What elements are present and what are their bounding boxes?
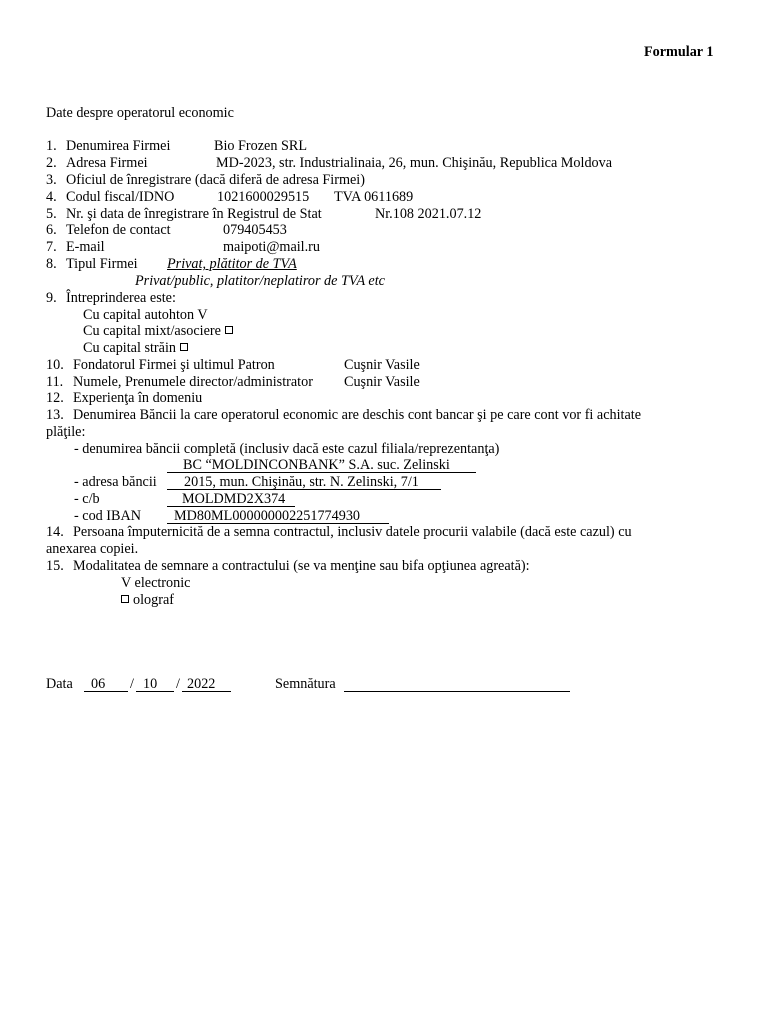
- date-year-underline: [182, 691, 231, 692]
- item-2-number: 2.: [46, 155, 57, 171]
- date-month: 10: [143, 676, 158, 692]
- vat-code-value: TVA 0611689: [334, 189, 414, 205]
- director-value: Cuşnir Vasile: [344, 374, 420, 390]
- intro-heading: Date despre operatorul economic: [46, 105, 234, 121]
- item-7-number: 7.: [46, 239, 57, 255]
- form-title: Formular 1: [644, 44, 714, 60]
- item-4-label: Codul fiscal/IDNO: [66, 189, 175, 205]
- item-14-line1: Persoana împuternicită de a semna contractul, inclusiv datele procurii valabile (dacă este cazul) cu: [73, 524, 632, 540]
- bank-full-name-underline: [167, 472, 476, 473]
- capital-mixed-checkbox[interactable]: [225, 326, 233, 334]
- item-1-label: Denumirea Firmei: [66, 138, 171, 154]
- capital-foreign-label: Cu capital străin: [83, 340, 176, 356]
- item-8-label: Tipul Firmei: [66, 256, 138, 272]
- capital-mixed-option[interactable]: [83, 323, 233, 340]
- bank-address-label: - adresa băncii: [74, 474, 157, 490]
- item-10-number: 10.: [46, 357, 64, 373]
- bank-address-value: 2015, mun. Chişinău, str. N. Zelinski, 7/1: [184, 474, 419, 490]
- signing-holograph-checkbox[interactable]: [121, 595, 129, 603]
- item-13-label-line1: Denumirea Băncii la care operatorul economic are deschis cont bancar şi pe care cont vor fi achitate: [73, 407, 642, 423]
- item-1-number: 1.: [46, 138, 57, 154]
- item-6-number: 6.: [46, 222, 57, 238]
- fiscal-code-value: 1021600029515: [217, 189, 310, 205]
- item-13-number: 13.: [46, 407, 64, 423]
- founder-value: Cuşnir Vasile: [344, 357, 420, 373]
- item-9-number: 9.: [46, 290, 57, 306]
- item-10-label: Fondatorul Firmei şi ultimul Patron: [73, 357, 275, 373]
- item-3-number: 3.: [46, 172, 57, 188]
- capital-mixed-label: Cu capital mixt/asociere: [83, 323, 221, 339]
- bank-code-label: - c/b: [74, 491, 100, 507]
- company-type-hint: Privat/public, platitor/neplatiror de TVA etc: [135, 273, 385, 289]
- capital-local-option: [83, 307, 208, 324]
- item-9-label: Întreprinderea este:: [66, 290, 176, 306]
- bank-code-value: MOLDMD2X374: [182, 491, 286, 507]
- registration-value: Nr.108 2021.07.12: [375, 206, 482, 222]
- item-7-label: E-mail: [66, 239, 105, 255]
- bank-code-underline: [167, 506, 295, 507]
- iban-value: MD80ML000000002251774930: [174, 508, 361, 524]
- signing-electronic-option: V electronic: [121, 575, 191, 591]
- date-label: Data: [46, 676, 73, 692]
- date-day: 06: [91, 676, 106, 692]
- date-month-underline: [136, 691, 174, 692]
- phone-value: 079405453: [223, 222, 287, 238]
- date-separator-1: /: [130, 676, 134, 692]
- signature-label: Semnătura: [275, 676, 336, 692]
- company-address-value: MD-2023, str. Industrialinaia, 26, mun. Chişinău, Republica Moldova: [216, 155, 613, 171]
- company-type-value: Privat, plătitor de TVA: [167, 256, 297, 272]
- item-2-label: Adresa Firmei: [66, 155, 148, 171]
- item-8-number: 8.: [46, 256, 57, 272]
- capital-local-label: Cu capital autohton V: [83, 307, 208, 323]
- bank-full-name-label: - denumirea băncii completă (inclusiv dacă este cazul filiala/reprezentanţa): [74, 441, 500, 457]
- item-5-label: Nr. şi data de înregistrare în Registrul de Stat: [66, 206, 322, 222]
- company-name-value: Bio Frozen SRL: [214, 138, 308, 154]
- date-year: 2022: [187, 676, 216, 692]
- item-13-label-line2: plăţile:: [46, 424, 86, 440]
- item-12-label: Experienţa în domeniu: [73, 390, 203, 406]
- bank-address-underline: [167, 489, 441, 490]
- item-12-number: 12.: [46, 390, 64, 406]
- item-15-label: Modalitatea de semnare a contractului (se va menţine sau bifa opţiunea agreată):: [73, 558, 530, 574]
- email-value: maipoti@mail.ru: [223, 239, 320, 255]
- bank-full-name-value: BC “MOLDINCONBANK” S.A. suc. Zelinski: [183, 457, 450, 473]
- item-11-number: 11.: [46, 374, 64, 390]
- iban-label: - cod IBAN: [74, 508, 141, 524]
- item-5-number: 5.: [46, 206, 57, 222]
- signing-holograph-label: olograf: [133, 592, 174, 608]
- capital-foreign-option[interactable]: [83, 340, 188, 357]
- item-14-line2: anexarea copiei.: [46, 541, 139, 557]
- item-15-number: 15.: [46, 558, 64, 574]
- item-11-label: Numele, Prenumele director/administrator: [73, 374, 313, 390]
- signature-line[interactable]: [344, 691, 570, 692]
- capital-foreign-checkbox[interactable]: [180, 343, 188, 351]
- signing-holograph-option[interactable]: [121, 592, 174, 609]
- item-14-number: 14.: [46, 524, 64, 540]
- item-6-label: Telefon de contact: [66, 222, 171, 238]
- date-separator-2: /: [176, 676, 180, 692]
- date-day-underline: [84, 691, 128, 692]
- item-4-number: 4.: [46, 189, 57, 205]
- item-3-label: Oficiul de înregistrare (dacă diferă de adresa Firmei): [66, 172, 365, 188]
